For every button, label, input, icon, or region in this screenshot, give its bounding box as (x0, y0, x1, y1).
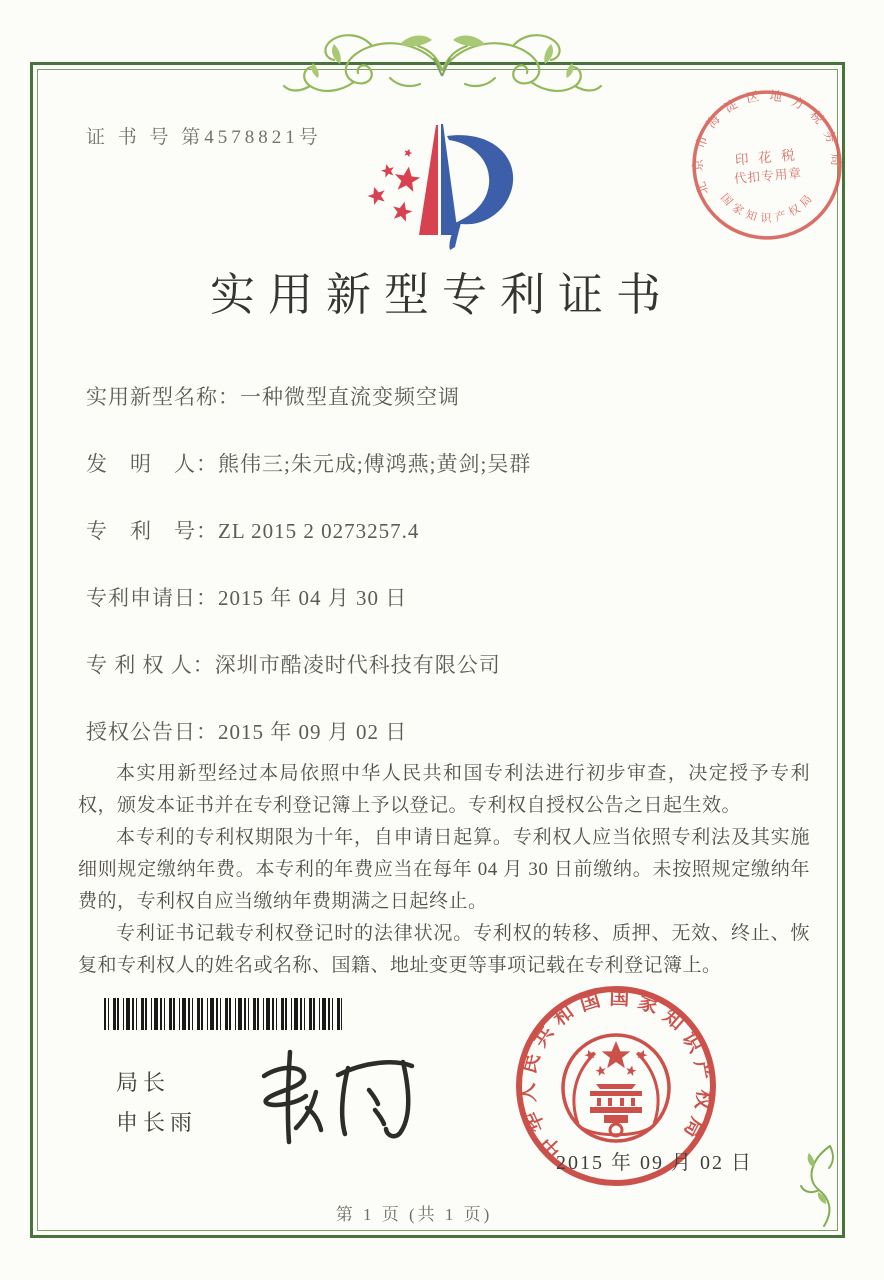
tax-seal-arc-top: 北京市海淀区地方税务局 (691, 88, 844, 197)
seal-date: 2015 年 09 月 02 日 (556, 1152, 753, 1174)
cnipa-logo-icon (335, 110, 550, 260)
svg-text:国家知识产权局 (717, 184, 816, 230)
official-seal-arc: 中华人民共和国国家知识产权局 (516, 987, 716, 1162)
certificate-fields (86, 381, 806, 783)
field-filing-date: 专利申请日：2015 年 04 月 30 日 (86, 586, 408, 610)
field-patentee: 专 利 权 人：深圳市酷凌时代科技有限公司 (86, 653, 501, 677)
logo-stars (365, 147, 421, 222)
director-signature (252, 1022, 487, 1152)
field-utility-model-name: 实用新型名称：一种微型直流变频空调 (86, 385, 460, 409)
paragraph-term: 本专利的专利权期限为十年，自申请日起算。专利权人应当依照专利法及其实施细则规定缴纳年费。本专利的年费应当在每年 04 月 30 日前缴纳。未按照规定缴纳年费的，专利权自应当缴纳年费期满之日起终止。 (78, 827, 810, 912)
field-grant-date: 授权公告日：2015 年 09 月 02 日 (86, 720, 408, 744)
tax-seal-line1: 印 花 税 (734, 147, 799, 168)
tax-seal-line2: 代扣专用章 (733, 166, 803, 187)
paragraph-register: 专利证书记载专利权登记时的法律状况。专利权的转移、质押、无效、终止、恢复和专利权人的姓名或名称、国籍、地址变更等事项记载在专利登记簿上。 (78, 923, 810, 976)
tax-stamp-seal (679, 77, 855, 253)
tax-seal-arc-bottom: 国家知识产权局 (718, 191, 815, 225)
director-title: 局长 (116, 1070, 171, 1095)
paragraph-grant: 本实用新型经过本局依照中华人民共和国专利法进行初步审查，决定授予专利权，颁发本证书并在专利登记簿上予以登记。专利权自授权公告之日起生效。 (78, 763, 810, 816)
page-footer: 第 1 页 (共 1 页) (335, 1205, 493, 1224)
legal-text (78, 758, 810, 982)
certificate-title: 实用新型专利证书 (209, 270, 674, 320)
field-inventors: 发 明 人：熊伟三;朱元成;傅鸿燕;黄剑;吴群 (86, 452, 532, 476)
field-patent-number: 专 利 号：ZL 2015 2 0273257.4 (86, 519, 420, 543)
national-emblem-icon (563, 1035, 669, 1141)
certificate-number: 证 书 号 第4578821号 (86, 127, 322, 148)
top-scroll-ornament (270, 18, 615, 98)
director-name: 申长雨 (116, 1110, 198, 1135)
